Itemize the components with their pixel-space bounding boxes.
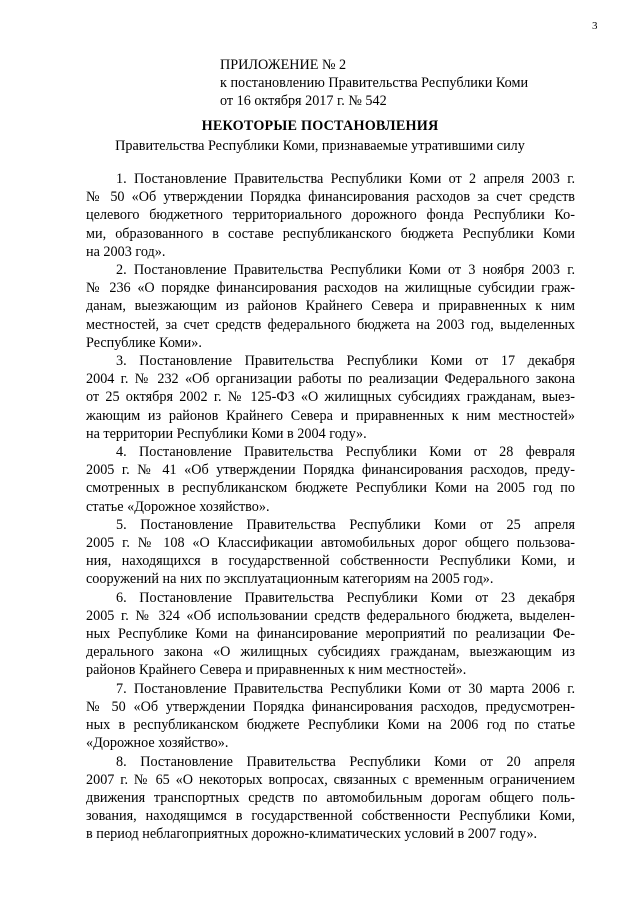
paragraph-line: в период неблагоприятных дорожно-климатических условий в 2007 году». bbox=[86, 826, 538, 843]
list-item bbox=[86, 680, 575, 753]
document-subtitle: Правительства Республики Коми, признаваемые утратившими силу bbox=[115, 138, 525, 154]
paragraph-line: № 50 «Об утверждении Порядка финансирования расходов за счет средств bbox=[86, 189, 575, 206]
paragraph-line: Республике Коми». bbox=[86, 334, 202, 351]
paragraph-line: 2005 г. № 41 «Об утверждении Порядка финансирования расходов, преду- bbox=[86, 462, 575, 479]
paragraph-line: 2005 г. № 324 «Об использовании средств федерального бюджета, выделен- bbox=[86, 607, 575, 624]
paragraph-line: районов Крайнего Севера и приравненных к ним местностей». bbox=[86, 662, 467, 679]
paragraph-line: 2007 г. № 65 «О некоторых вопросах, связанных с временным ограничением bbox=[86, 771, 575, 788]
paragraph-line: «Дорожное хозяйство». bbox=[86, 735, 229, 752]
paragraph-line: движения транспортных средств по автомобильным дорогам общего поль- bbox=[86, 789, 575, 806]
paragraph-line: 1. Постановление Правительства Республики Коми от 2 апреля 2003 г. bbox=[116, 171, 575, 187]
paragraph-line: № 50 «Об утверждении Порядка финансирования расходов, предусмотрен- bbox=[86, 698, 575, 715]
page-number: 3 bbox=[592, 20, 598, 32]
document-body bbox=[86, 170, 575, 844]
paragraph-line: № 236 «О порядке финансирования расходов на жилищные субсидии граж- bbox=[86, 280, 575, 297]
paragraph-line: 4. Постановление Правительства Республики Коми от 28 февраля bbox=[116, 444, 575, 461]
paragraph-line: на 2003 год». bbox=[86, 243, 166, 260]
paragraph-line: ми, образованного в составе республиканского бюджета Республики Коми bbox=[86, 225, 575, 242]
appendix-header bbox=[220, 56, 580, 110]
paragraph-line: на территории Республики Коми в 2004 году». bbox=[86, 425, 367, 442]
document-title: НЕКОТОРЫЕ ПОСТАНОВЛЕНИЯ bbox=[201, 118, 439, 134]
paragraph-line: 7. Постановление Правительства Республики Коми от 30 марта 2006 г. bbox=[116, 680, 575, 697]
list-item bbox=[86, 753, 575, 844]
paragraph-line: 2. Постановление Правительства Республики Коми от 3 ноября 2003 г. bbox=[116, 262, 575, 279]
paragraph-line: 2004 г. № 232 «Об организации работы по реализации Федерального закона bbox=[86, 371, 575, 388]
list-item bbox=[86, 516, 575, 589]
paragraph-line: целевого бюджетного территориального дорожного фонда Республики Ко- bbox=[86, 207, 575, 224]
paragraph-line: данам, выезжающим из районов Крайнего Севера и приравненных к ним bbox=[86, 298, 575, 315]
list-item bbox=[86, 170, 575, 261]
paragraph-line: ния, находящихся в государственной собственности Республики Коми, и bbox=[86, 553, 575, 570]
paragraph-line: ных в республиканском бюджете Республики Коми на 2006 год по статье bbox=[86, 717, 575, 734]
paragraph-line: ных Республике Коми на финансирование мероприятий по реализации Фе- bbox=[86, 626, 575, 643]
paragraph-line: дерального закона «О жилищных субсидиях гражданам, выезжающим из bbox=[86, 644, 575, 661]
appendix-title: ПРИЛОЖЕНИЕ № 2 bbox=[220, 57, 347, 73]
paragraph-line: 2005 г. № 108 «О Классификации автомобильных дорог общего пользова- bbox=[86, 535, 575, 552]
list-item bbox=[86, 589, 575, 680]
paragraph-line: 6. Постановление Правительства Республики Коми от 23 декабря bbox=[116, 589, 575, 606]
paragraph-line: смотренных в республиканском бюджете Республики Коми на 2005 год по bbox=[86, 480, 575, 497]
paragraph-line: от 25 октября 2002 г. № 125-ФЗ «О жилищных субсидиях гражданам, выез- bbox=[86, 389, 575, 406]
list-item bbox=[86, 443, 575, 516]
paragraph-line: 8. Постановление Правительства Республики Коми от 20 апреля bbox=[116, 753, 575, 770]
paragraph-line: 3. Постановление Правительства Республики Коми от 17 декабря bbox=[116, 353, 575, 370]
appendix-date: от 16 октября 2017 г. № 542 bbox=[220, 93, 387, 109]
paragraph-line: статье «Дорожное хозяйство». bbox=[86, 498, 270, 515]
paragraph-line: жающим из районов Крайнего Севера и приравненных к ним местностей» bbox=[86, 407, 575, 424]
appendix-resolution: к постановлению Правительства Республики Коми bbox=[220, 75, 529, 91]
list-item bbox=[86, 261, 575, 352]
paragraph-line: зования, находящимся в государственной собственности Республики Коми, bbox=[86, 808, 575, 825]
paragraph-line: 5. Постановление Правительства Республики Коми от 25 апреля bbox=[116, 516, 575, 533]
list-item bbox=[86, 352, 575, 443]
paragraph-line: сооружений на них по эксплуатационным категориям на 2005 год». bbox=[86, 571, 494, 588]
paragraph-line: местностей, за счет средств федерального бюджета на 2003 год, выделенных bbox=[86, 316, 575, 333]
